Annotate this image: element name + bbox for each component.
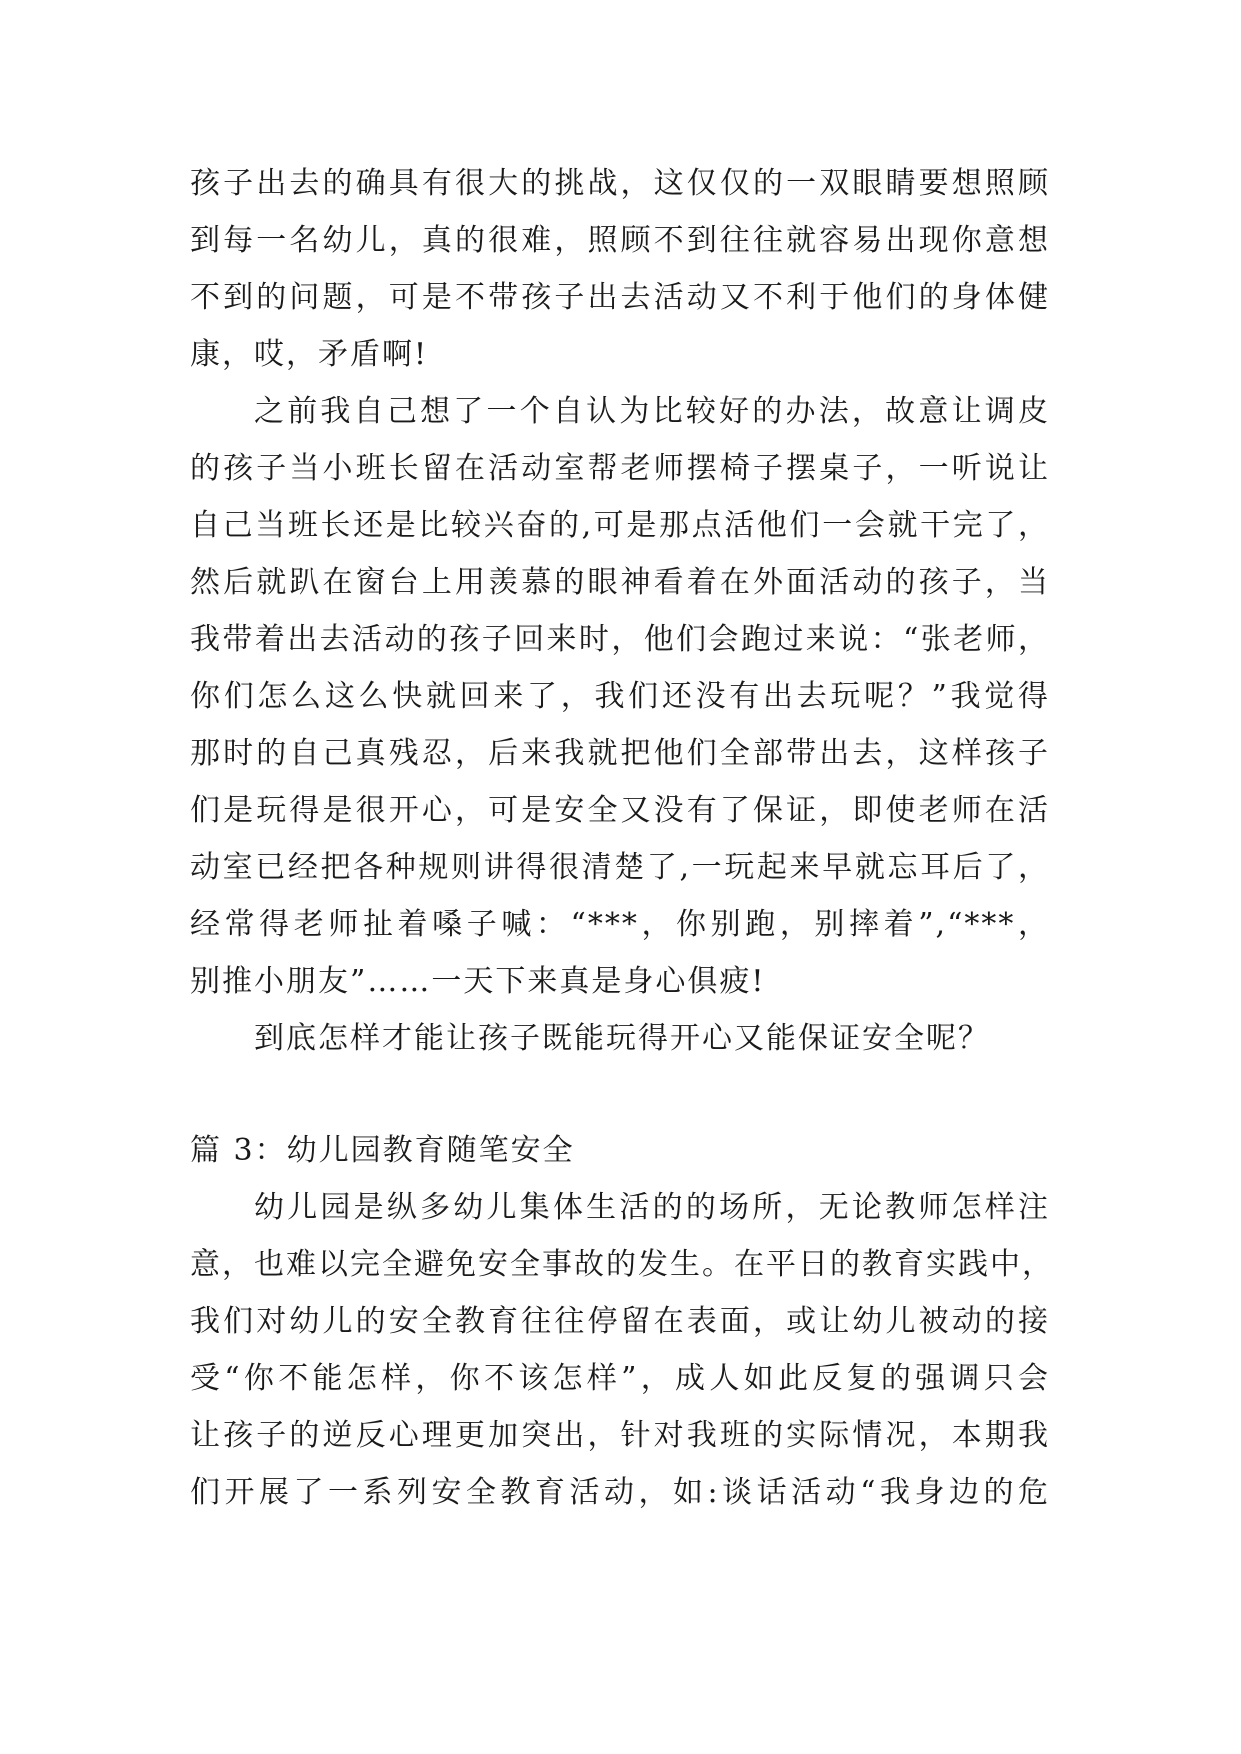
- text-line: 到底怎样才能让孩子既能玩得开心又能保证安全呢？: [254, 1021, 990, 1056]
- section-spacer: [190, 1067, 1050, 1122]
- text-line: 孩子出去的确具有很大的挑战，这仅仅的一双眼睛要想照顾: [190, 166, 1050, 201]
- text-line: 不到的问题，可是不带孩子出去活动又不利于他们的身体健: [190, 280, 1050, 315]
- text-line: 你们怎么这么快就回来了，我们还没有出去玩呢？”我觉得: [190, 679, 1050, 714]
- text-line: 意，也难以完全避免安全事故的发生。在平日的教育实践中，: [190, 1247, 1054, 1282]
- text-line: 我们对幼儿的安全教育往往停留在表面，或让幼儿被动的接: [190, 1304, 1050, 1339]
- text-line: 们是玩得是很开心，可是安全又没有了保证，即使老师在活: [190, 793, 1050, 828]
- text-line: 让孩子的逆反心理更加突出，针对我班的实际情况，本期我: [190, 1418, 1050, 1453]
- text-line: 别推小朋友”……一天下来真是身心俱疲!: [190, 964, 766, 999]
- text-line: 我带着出去活动的孩子回来时，他们会跑过来说：“张老师，: [190, 622, 1050, 657]
- paragraph-4: [190, 1179, 1054, 1521]
- paragraph-1: [190, 155, 1050, 383]
- section-heading: 篇 3：幼儿园教育随笔安全: [190, 1133, 575, 1168]
- text-line: 经常得老师扯着嗓子喊：“***，你别跑，别摔着”,“***，: [190, 907, 1050, 942]
- text-line: 康，哎，矛盾啊!: [190, 337, 429, 372]
- text-line: 自己当班长还是比较兴奋的,可是那点活他们一会就干完了，: [190, 508, 1050, 543]
- paragraph-3: [190, 1010, 1050, 1067]
- text-line: 幼儿园是纵多幼儿集体生活的的场所，无论教师怎样注: [254, 1190, 1050, 1225]
- text-line: 们开展了一系列安全教育活动，如:谈话活动“我身边的危: [190, 1475, 1050, 1510]
- paragraph-2: [190, 383, 1050, 1010]
- text-line: 的孩子当小班长留在活动室帮老师摆椅子摆桌子，一听说让: [190, 451, 1050, 486]
- text-line: 受“你不能怎样，你不该怎样”，成人如此反复的强调只会: [190, 1361, 1050, 1396]
- text-line: 然后就趴在窗台上用羡慕的眼神看着在外面活动的孩子，当: [190, 565, 1050, 600]
- text-line: 到每一名幼儿，真的很难，照顾不到往往就容易出现你意想: [190, 223, 1050, 258]
- document-body: [190, 155, 1054, 1521]
- text-line: 之前我自己想了一个自认为比较好的办法，故意让调皮: [254, 394, 1050, 429]
- text-line: 那时的自己真残忍，后来我就把他们全部带出去，这样孩子: [190, 736, 1050, 771]
- text-line: 动室已经把各种规则讲得很清楚了,一玩起来早就忘耳后了，: [190, 850, 1050, 885]
